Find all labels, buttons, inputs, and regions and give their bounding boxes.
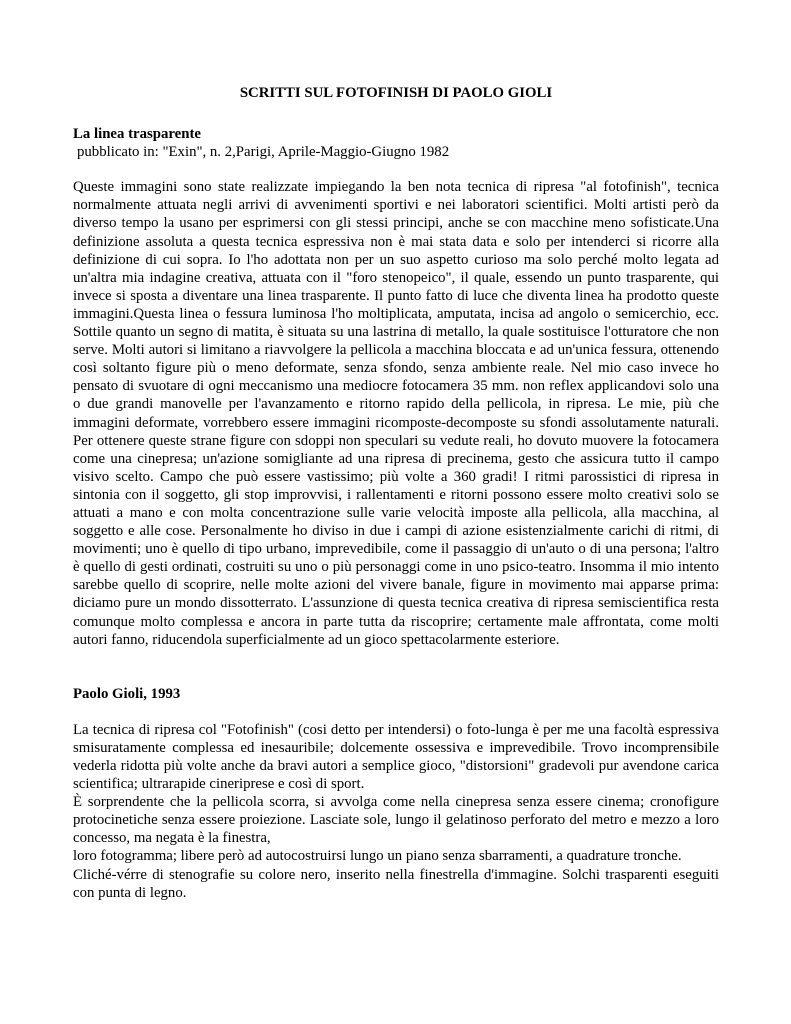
- document-body: [73, 84, 719, 902]
- section1-paragraph: Queste immagini sono state realizzate impiegando la ben nota tecnica di ripresa "al fotofinish", tecnica normalmente attuata negli arrivi di avvenimenti sportivi e nei laboratori scientifici. Molti artisti però da diverso tempo la usano per esprimersi con gli stessi principi, anche se con macchine meno sofisticate.Una definizione assoluta a questa tecnica espressiva non è mai stata data e solo per intenderci si ricorre alla definizione di cui sopra. Io l'ho adottata non per un suo aspetto curioso ma solo perché molto legata ad un'altra mia indagine creativa, attuata con il "foro stenopeico", il quale, essendo un punto trasparente, qui invece si sposta a diventare una linea trasparente. Il punto fatto di luce che diventa linea ha prodotto queste immagini.Questa linea o fessura luminosa l'ho moltiplicata, amputata, incisa ad angolo o semicerchio, ecc. Sottile quanto un segno di matita, è situata su una lastrina di metallo, la quale sostituisce l'otturatore che non serve. Molti autori si limitano a riavvolgere la pellicola a macchina bloccata e ad un'unica fessura, ottenendo così soltanto figure più o meno deformate, senza sfondo, senza ambiente reale. Nel mio caso invece ho pensato di svuotare di ogni meccanismo una mediocre fotocamera 35 mm. non reflex applicandovi solo una o due grandi manovelle per l'avanzamento e ritorno rapido della pellicola, in ripresa. Le mie, più che immagini deformate, vorrebbero essere immagini ricomposte-decomposte su sfondi assolutamente naturali. Per ottenere queste strane figure con sdoppi non speculari su vedute reali, ho dovuto muovere la fotocamera come una cinepresa; un'azione somigliante ad una ripresa di precinema, gesto che assicura tutto il campo visivo scelto. Campo che può essere vastissimo; più volte a 360 gradi! I ritmi parossistici di ripresa in sintonia con il soggetto, gli stop improvvisi, i rallentamenti e ritorni possono essere molto creativi solo se attuati a mano e con molta concentrazione sulle varie velocità imposte alla pellicola, alla macchina, al soggetto e alle cose. Personalmente ho diviso in due i campi di azione esistenzialmente carichi di ritmi, di movimenti; uno è quello di tipo urbano, imprevedibile, come il passaggio di un'auto o di una persona; l'altro è quello di gesti ordinati, costruiti su uno o più personaggi come in uno psico-teatro. Insomma il mio intento sarebbe quello di scoprire, nelle molte azioni del vivere banale, figure in movimento mai apparse prima: diciamo pure un mondo dissotterrato. L'assunzione di questa tecnica creativa di ripresa semiscientifica resta comunque molto complessa e ancora in parte tutta da riscoprire; certamente male affrontata, come molti autori fanno, riducendola superficialmente ad un gioco spettacolarmente esteriore.: [73, 179, 719, 648]
- section2-paragraph-4: Cliché-vérre di stenografie su colore nero, inserito nella finestrella d'immagine. Solchi trasparenti eseguiti con punta di legno.: [73, 866, 719, 901]
- spacer: [73, 703, 719, 721]
- section2-paragraph-2: È sorprendente che la pellicola scorra, si avvolga come nella cinepresa senza essere cinema; cronofigure protocinetiche senza essere proiezione. Lasciate sole, lungo il gelatinoso perforato del metro e mezzo a loro concesso, ma negata è la finestra,: [73, 794, 719, 847]
- spacer: [73, 649, 719, 685]
- section-heading-gioli-1993: Paolo Gioli, 1993: [73, 685, 181, 702]
- section2-paragraph-1: La tecnica di ripresa col "Fotofinish" (cosi detto per intendersi) o foto-lunga è per me una facoltà espressiva smisuratamente complessa ed inesauribile; dolcemente ossessiva e imprevedibile. Trovo incomprensibile vederla ridotta più volte anche da bravi autori a semplice gioco, "distorsioni" gradevoli pur avendone carica scientifica; ultrarapide cineriprese e così di sport.: [73, 721, 719, 793]
- publication-info: pubblicato in: "Exin", n. 2,Parigi, Aprile-Maggio-Giugno 1982: [77, 144, 450, 161]
- section-heading-linea-trasparente: La linea trasparente: [73, 126, 201, 143]
- section2-paragraph-3: loro fotogramma; libere però ad autocostruirsi lungo un piano senza sbarramenti, a quadrature tronche.: [73, 848, 682, 865]
- spacer: [73, 161, 719, 178]
- document-title: SCRITTI SUL FOTOFINISH DI PAOLO GIOLI: [239, 85, 553, 101]
